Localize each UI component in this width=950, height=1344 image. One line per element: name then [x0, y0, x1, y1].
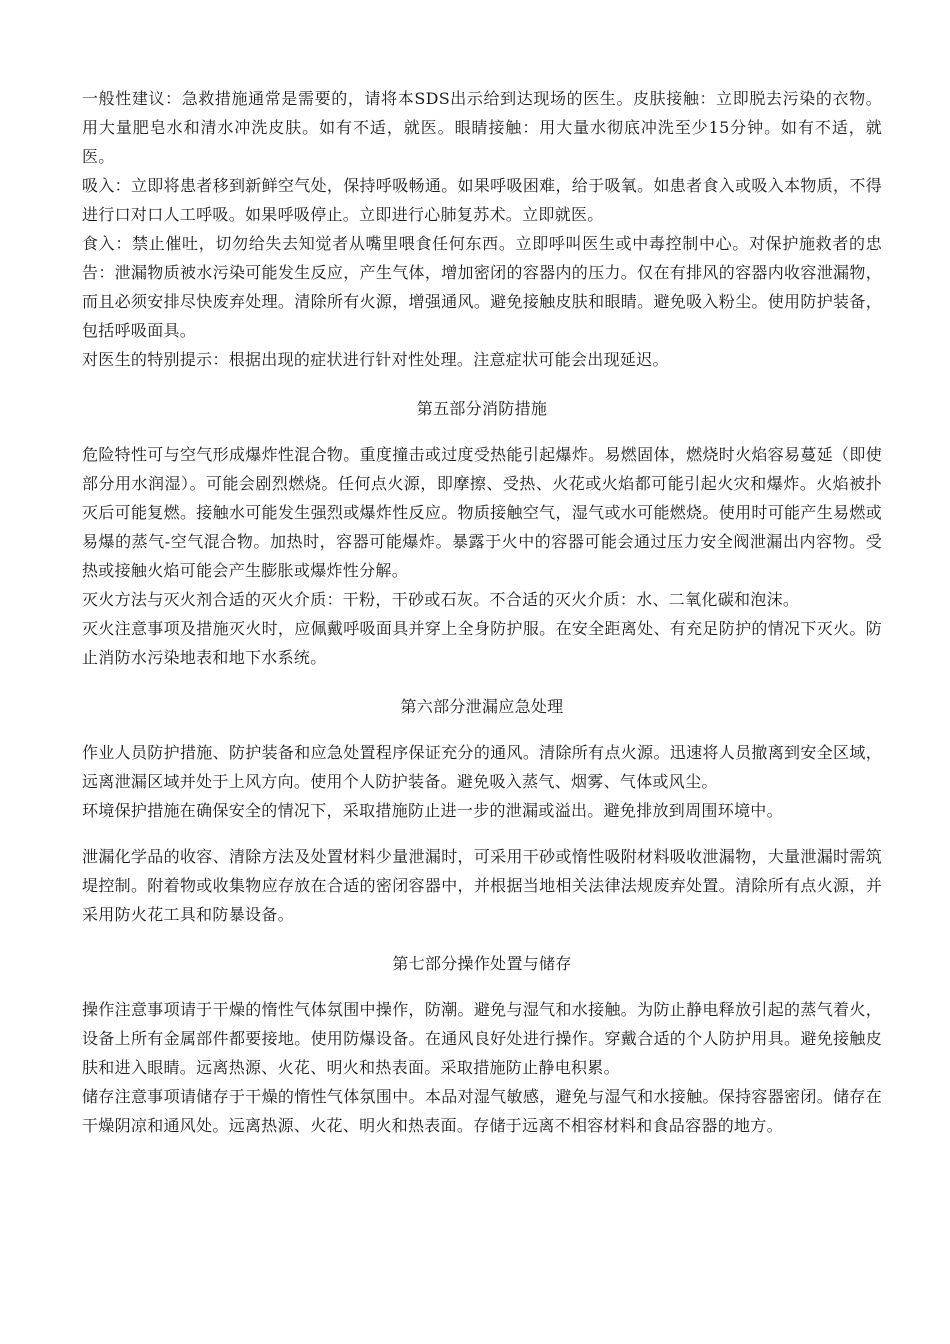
first-aid-inhalation-paragraph: 吸入：立即将患者移到新鲜空气处，保持呼吸畅通。如果呼吸困难，给于吸氧。如患者食入或吸入本物质，不得进行口对口人工呼吸。如果呼吸停止。立即进行心肺复苏术。立即就医。 [82, 176, 882, 224]
section-6-title: 第六部分泄漏应急处理 [400, 697, 564, 716]
first-aid-ingestion-paragraph: 食入：禁止催吐，切勿给失去知觉者从嘴里喂食任何东西。立即呼叫医生或中毒控制中心。对保护施救者的忠告：泄漏物质被水污染可能发生反应，产生气体，增加密闭的容器内的压力。仅在有排风的容器内收容泄漏物，而且必须安排尽快废弃处理。清除所有火源，增强通风。避免接触皮肤和眼睛。避免吸入粉尘。使用防护装备，包括呼吸面具。 [82, 234, 882, 340]
firefighting-precautions-paragraph: 灭火注意事项及措施灭火时，应佩戴呼吸面具并穿上全身防护服。在安全距离处、有充足防护的情况下灭火。防止消防水污染地表和地下水系统。 [82, 619, 882, 667]
document-body [82, 84, 882, 1140]
storage-conditions-paragraph: 储存注意事项请储存于干燥的惰性气体氛围中。本品对湿气敏感，避免与湿气和水接触。保持容器密闭。储存在干燥阴凉和通风处。远离热源、火花、明火和热表面。存储于远离不相容材料和食品容器的地方。 [82, 1087, 882, 1135]
fire-hazard-paragraph: 危险特性可与空气形成爆炸性混合物。重度撞击或过度受热能引起爆炸。易燃固体，燃烧时火焰容易蔓延（即使部分用水润湿）。可能会剧烈燃烧。任何点火源，即摩擦、受热、火花或火焰都可能引起火灾和爆炸。火焰被扑灭后可能复燃。接触水可能发生强烈或爆炸性反应。物质接触空气，湿气或水可能燃烧。使用时可能产生易燃或易爆的蒸气-空气混合物。加热时，容器可能爆炸。暴露于火中的容器可能会通过压力安全阀泄漏出内容物。受热或接触火焰可能会产生膨胀或爆炸性分解。 [82, 445, 882, 580]
paragraph-spacer [82, 825, 882, 842]
first-aid-general-paragraph: 一般性建议：急救措施通常是需要的，请将本SDS出示给到达现场的医生。皮肤接触：立即脱去污染的衣物。用大量肥皂水和清水冲洗皮肤。如有不适，就医。眼睛接触：用大量水彻底冲洗至少15分钟。如有不适，就医。 [82, 89, 882, 166]
handling-precautions-paragraph: 操作注意事项请于干燥的惰性气体氛围中操作，防潮。避免与湿气和水接触。为防止静电释放引起的蒸气着火，设备上所有金属部件都要接地。使用防爆设备。在通风良好处进行操作。穿戴合适的个人防护用具。避免接触皮肤和进入眼睛。远离热源、火花、明火和热表面。采取措施防止静电积累。 [82, 1000, 882, 1077]
first-aid-doctor-note-paragraph: 对医生的特别提示：根据出现的症状进行针对性处理。注意症状可能会出现延迟。 [82, 350, 669, 369]
environmental-precautions-paragraph: 环境保护措施在确保安全的情况下，采取措施防止进一步的泄漏或溢出。避免排放到周围环境中。 [82, 801, 783, 820]
extinguishing-media-paragraph: 灭火方法与灭火剂合适的灭火介质：干粉，干砂或石灰。不合适的灭火介质：水、二氧化碳和泡沫。 [82, 590, 800, 609]
section-7-title: 第七部分操作处置与储存 [392, 954, 572, 973]
section-5-title: 第五部分消防措施 [416, 399, 548, 418]
spill-cleanup-paragraph: 泄漏化学品的收容、清除方法及处置材料少量泄漏时，可采用干砂或惰性吸附材料吸收泄漏物，大量泄漏时需筑堤控制。附着物或收集物应存放在合适的密闭容器中，并根据当地相关法律法规废弃处置。清除所有点火源，并采用防火花工具和防暴设备。 [82, 847, 882, 924]
personal-precautions-paragraph: 作业人员防护措施、防护装备和应急处置程序保证充分的通风。清除所有点火源。迅速将人员撤离到安全区域，远离泄漏区域并处于上风方向。使用个人防护装备。避免吸入蒸气、烟雾、气体或风尘。 [82, 743, 882, 791]
